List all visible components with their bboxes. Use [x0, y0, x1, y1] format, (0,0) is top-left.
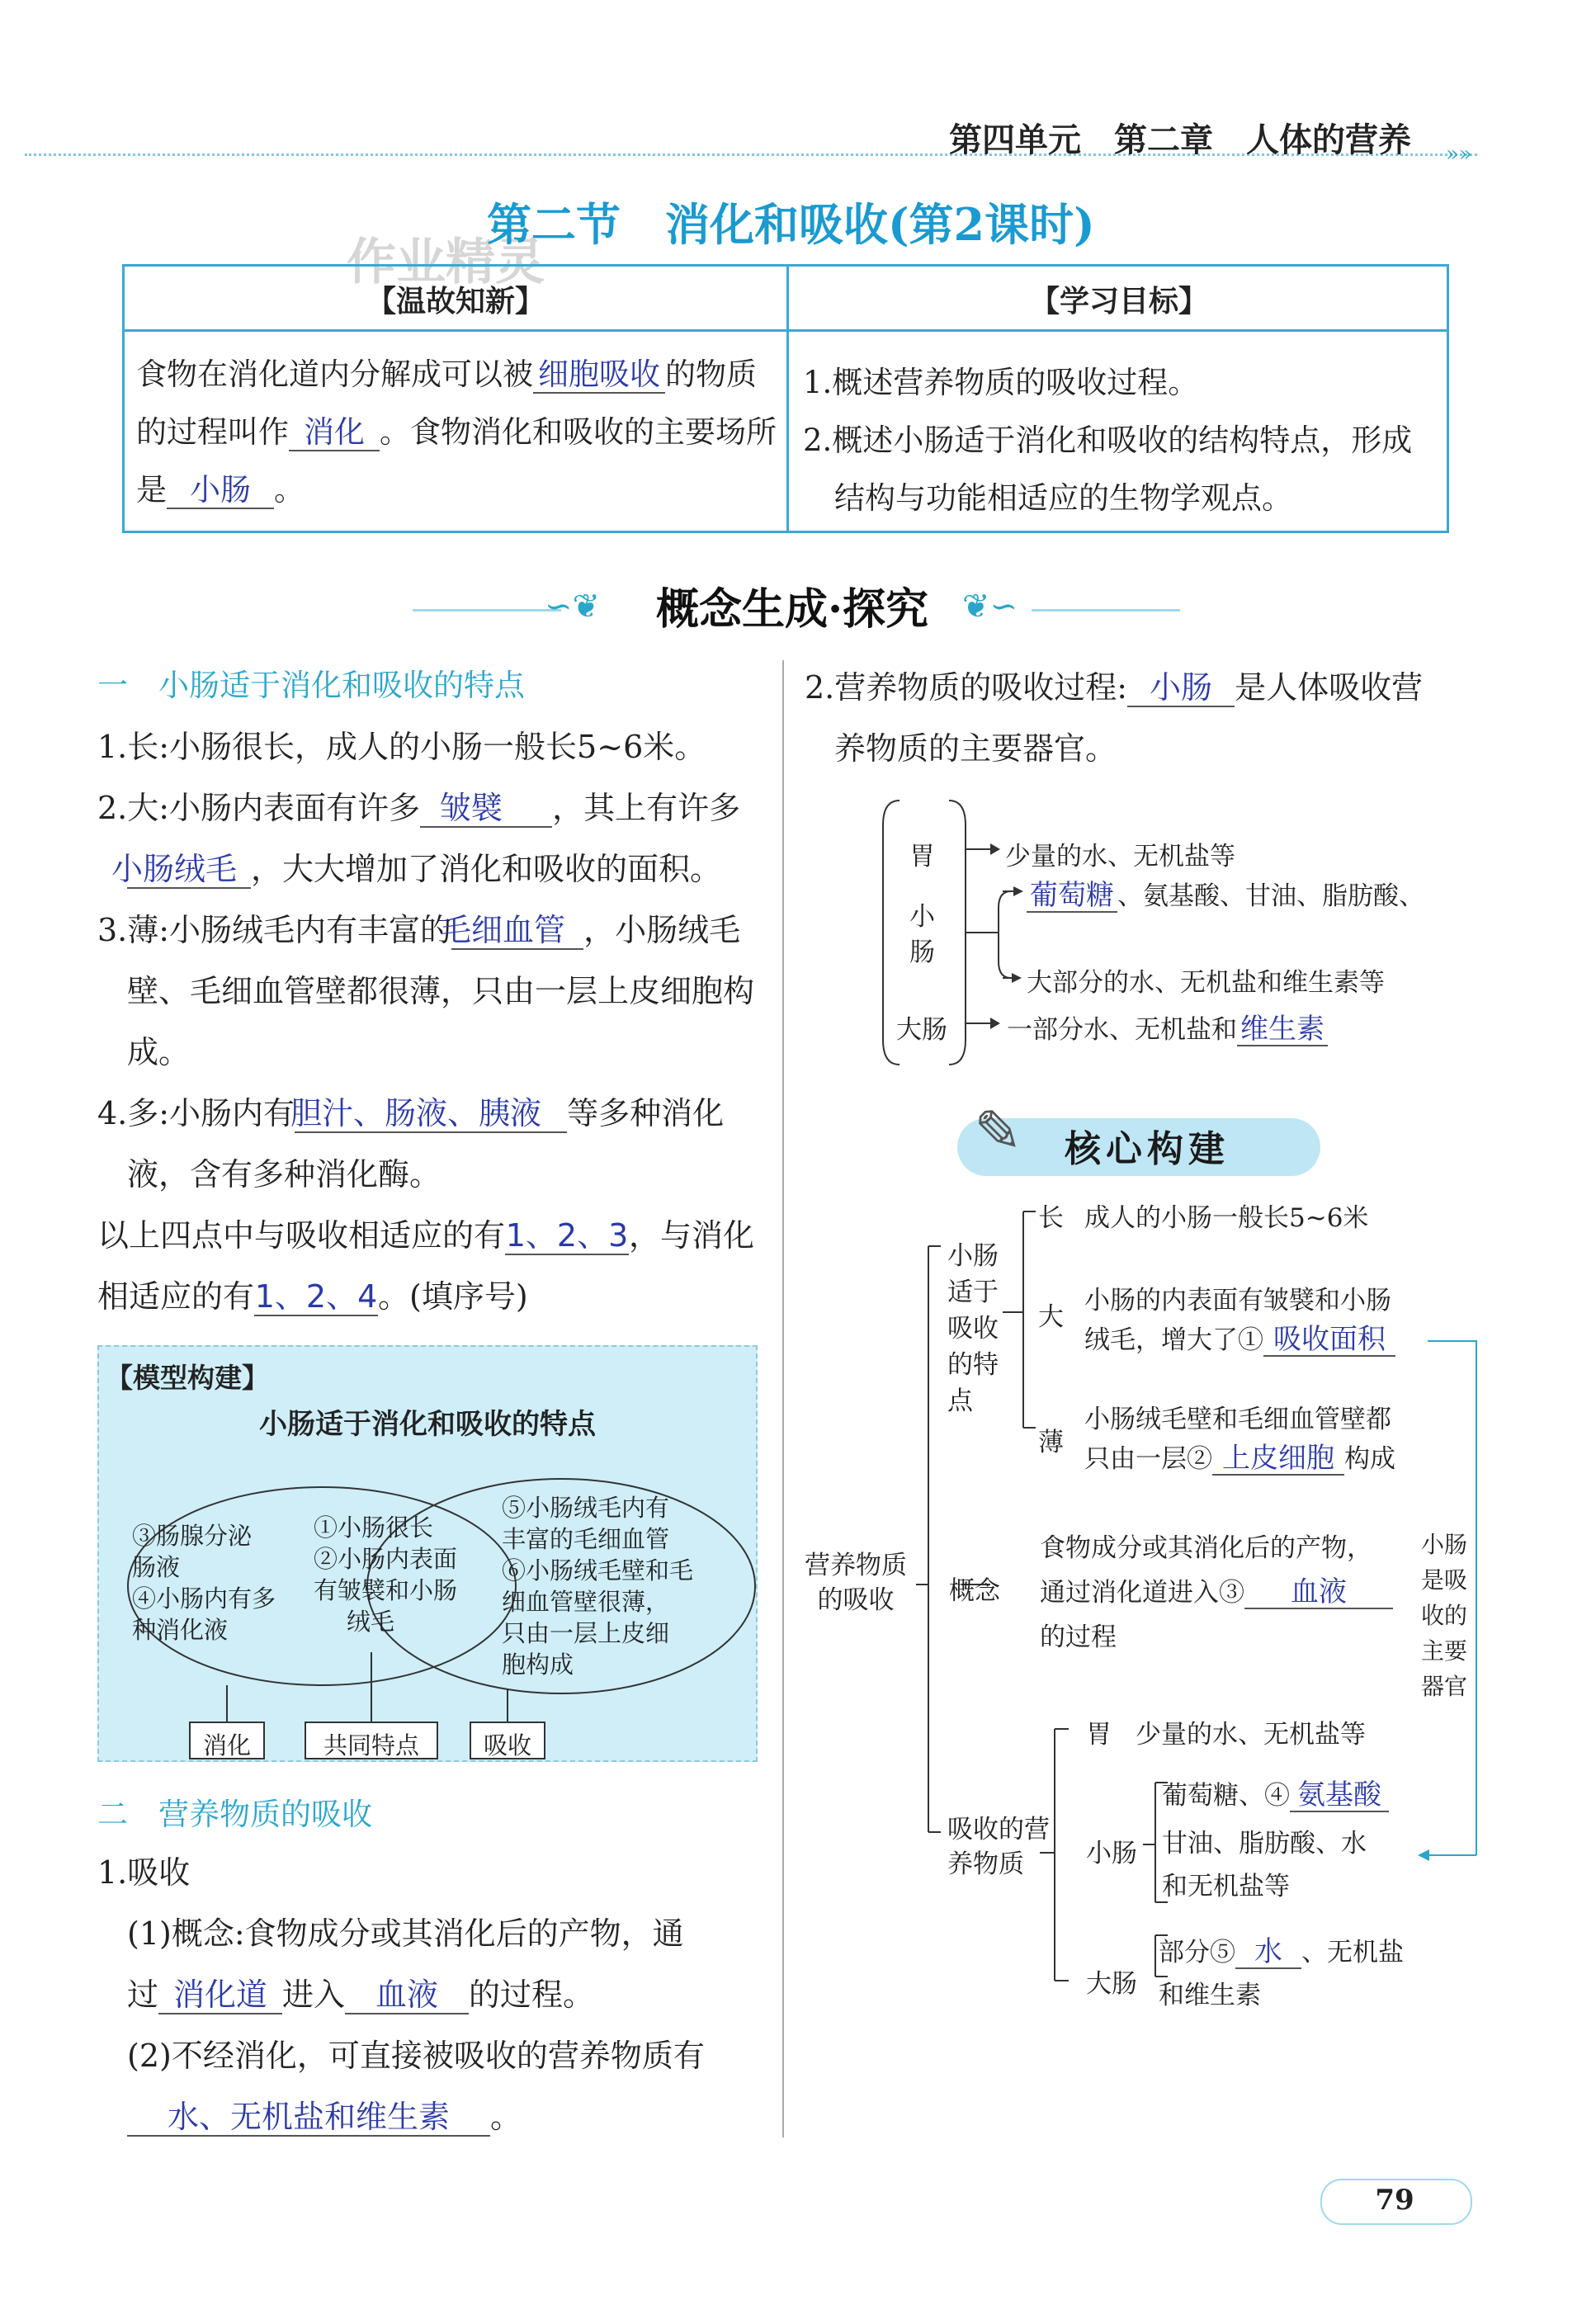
flow-li-text: 一部分水、无机盐和	[1007, 1015, 1237, 1045]
core-concept-text-2: 通过消化道进入③	[1040, 1578, 1244, 1608]
venn-left-line: ③肠腺分泌	[132, 1522, 253, 1550]
lesson-title: 第二节 消化和吸收(第2课时)	[487, 198, 1095, 251]
venn-right-line: ⑤小肠绒毛内有	[502, 1494, 670, 1522]
core-thin-text-3: 构成	[1344, 1444, 1395, 1474]
question-text-1: 以上四点中与吸收相适应的有	[97, 1217, 506, 1254]
item-big-text-2: ，其上有许多	[552, 790, 741, 826]
core-long: 长	[1038, 1203, 1064, 1233]
banner-ornament-right-icon: ❦∽	[962, 588, 1018, 626]
core-side-line: 器官	[1421, 1673, 1468, 1700]
process-text-2: 是人体吸收营	[1235, 669, 1424, 706]
venn-left-text	[132, 1520, 276, 1646]
section1-body	[97, 716, 766, 1327]
section2-body	[97, 1842, 766, 2147]
watermark-logo: 作业精灵	[347, 234, 545, 291]
flow-li-line	[1007, 1008, 1328, 1046]
answer-blood: 血液	[345, 1978, 469, 2014]
review-heading: 【温故知新】	[366, 285, 545, 319]
item-long: 1.长:小肠很长，成人的小肠一般长5~6米。	[97, 729, 706, 765]
review-text-1: 食物在消化道内分解成可以被	[136, 357, 533, 392]
venn-middle-line: 绒毛	[347, 1608, 395, 1636]
concept-text-1: 过	[127, 1977, 159, 2013]
answer-cell-absorb: 细胞吸收	[533, 358, 665, 394]
answer-digestion-items: 1、2、4	[254, 1278, 378, 1315]
item-big-text-1: 2.大:小肠内表面有许多	[97, 790, 421, 826]
box-digestion: 消化	[202, 1731, 251, 1759]
item-big-text-3: ，大大增加了消化和吸收的面积。	[251, 851, 722, 887]
core-feat-line: 小肠	[947, 1241, 999, 1271]
item-big	[97, 777, 766, 900]
core-stomach-text: 少量的水、无机盐等	[1136, 1720, 1366, 1750]
flow-si-text-1: 、氨基酸、甘油、脂肪酸、	[1117, 881, 1424, 911]
answer-capillaries: 毛细血管	[451, 914, 583, 950]
process-text-1: 2.营养物质的吸收过程:	[805, 669, 1128, 706]
answer-amino-acids: 氨基酸	[1290, 1780, 1389, 1812]
core-stomach: 胃	[1086, 1720, 1112, 1750]
review-text-4: 。	[274, 472, 305, 508]
section1-heading: 一 小肠适于消化和吸收的特点	[97, 668, 525, 703]
core-long-text: 成人的小肠一般长5~6米	[1084, 1203, 1369, 1233]
flow-stomach: 胃	[909, 842, 935, 871]
venn-right-line: ⑥小肠绒毛壁和毛	[502, 1556, 694, 1585]
core-li-line1	[1159, 1931, 1404, 1969]
core-root	[802, 1548, 909, 1618]
venn-left-line: ④小肠内有多	[132, 1585, 276, 1613]
venn-right-line: 胞构成	[502, 1651, 574, 1679]
core-root-line: 营养物质	[805, 1551, 907, 1580]
direct-text-end: 。	[490, 2099, 522, 2135]
core-thin: 薄	[1038, 1428, 1064, 1457]
review-text-3: 。食物消化和吸收的主要场所是	[136, 414, 777, 508]
goal-2: 2.概述小肠适于消化和吸收的结构特点，形成结构与功能相适应的生物学观点。	[803, 423, 1413, 516]
core-title: 核心构建	[1065, 1128, 1230, 1170]
core-si-text-2: 甘油、脂肪酸、水	[1162, 1829, 1367, 1859]
item-many	[97, 1083, 766, 1205]
review-text-2: 的物质的过程叫作	[136, 357, 757, 450]
answer-digestive-juices: 胆汁、肠液、胰液	[295, 1097, 567, 1133]
core-li-text-3: 和维生素	[1159, 1981, 1261, 2010]
box-common: 共同特点	[323, 1731, 419, 1759]
core-root-line: 的吸收	[817, 1585, 895, 1615]
core-si-text-3: 和无机盐等	[1162, 1872, 1290, 1901]
venn-middle-line: ①小肠很长	[314, 1514, 434, 1542]
core-side-note	[1421, 1527, 1467, 1704]
banner-line-right	[1032, 609, 1180, 612]
venn-middle-line: ②小肠内表面	[314, 1545, 458, 1573]
question-text-3: 。(填序号)	[378, 1278, 528, 1315]
answer-small-intestine: 小肠	[167, 474, 274, 509]
process-line2: 养物质的主要器官。	[834, 730, 1117, 767]
model-label: 【模型构建】	[106, 1362, 269, 1394]
answer-folds: 皱襞	[420, 791, 552, 828]
answer-water: 水	[1235, 1937, 1301, 1969]
concept-text-3: 的过程。	[469, 1977, 595, 2013]
core-concept-text-1: 食物成分或其消化后的产物，	[1040, 1533, 1372, 1563]
answer-vitamins: 维生素	[1237, 1014, 1328, 1046]
absorption-process	[805, 657, 1481, 779]
core-big-text-2: 绒毛，增大了①	[1084, 1325, 1263, 1355]
core-large-intestine: 大肠	[1086, 1969, 1137, 1999]
item-many-text-2: 等多种消化液，含有多种消化酶。	[127, 1095, 725, 1193]
venn-right-line: 只由一层上皮细	[502, 1619, 670, 1647]
flow-large-intestine: 大肠	[896, 1015, 947, 1045]
core-concept: 概念	[949, 1576, 1000, 1606]
core-feat-line: 点	[947, 1386, 973, 1416]
core-thin-text-2: 只由一层②	[1084, 1444, 1212, 1474]
question-text-2: ，与消化相适应的有	[97, 1217, 755, 1315]
answer-glucose: 葡萄糖	[1027, 881, 1117, 913]
answer-water-salts-vitamins: 水、无机盐和维生素	[127, 2100, 490, 2137]
review-goals-table	[122, 264, 1449, 533]
flow-si-line1	[1027, 875, 1424, 913]
section2-heading: 二 营养物质的吸收	[97, 1797, 372, 1832]
core-concept-text-3: 的过程	[1040, 1622, 1117, 1652]
core-side-line: 主要	[1421, 1637, 1468, 1665]
flow-small-intestine-2: 肠	[909, 938, 935, 967]
absorb-concept-line2	[97, 1964, 766, 2025]
page-number: 79	[1375, 2184, 1414, 2217]
answer-blood-core: 血液	[1244, 1577, 1393, 1609]
process-line1	[805, 657, 1481, 718]
core-si-line1	[1162, 1774, 1389, 1812]
box-absorption: 吸收	[483, 1731, 531, 1759]
item-thin-text-2: ，小肠绒毛壁、毛细血管壁都很薄，只由一层上皮细胞构成。	[127, 912, 755, 1070]
core-small-intestine: 小肠	[1086, 1839, 1137, 1868]
item-many-text-1: 4.多:小肠内有	[97, 1095, 295, 1131]
core-concept-line2	[1040, 1571, 1393, 1609]
venn-middle-text	[314, 1512, 457, 1637]
header-chevron-icon: »»	[1446, 142, 1472, 167]
core-big-text-1: 小肠的内表面有皱襞和小肠	[1084, 1286, 1391, 1315]
core-thin-line2	[1084, 1438, 1395, 1476]
flow-stomach-text: 少量的水、无机盐等	[1005, 842, 1235, 871]
absorb-title: 1.吸收	[97, 1854, 191, 1891]
core-side-line: 收的	[1421, 1602, 1468, 1629]
answer-absorption-area: 吸收面积	[1263, 1325, 1395, 1357]
answer-villi: 小肠绒毛	[127, 853, 251, 889]
venn-left-line: 肠液	[132, 1553, 181, 1581]
core-big-line2	[1084, 1319, 1395, 1357]
answer-digestive-tract: 消化道	[158, 1978, 282, 2014]
answer-epithelial-cells: 上皮细胞	[1212, 1443, 1344, 1476]
core-li-text-1: 部分⑤	[1159, 1938, 1235, 1967]
core-features	[947, 1238, 999, 1419]
core-thin-text-1: 小肠绒毛壁和毛细血管壁都	[1084, 1405, 1391, 1434]
question-fill	[97, 1205, 766, 1327]
goals-heading: 【学习目标】	[1029, 285, 1208, 319]
core-side-line: 小肠	[1421, 1531, 1468, 1558]
core-nutrients	[947, 1812, 1050, 1882]
item-thin	[97, 900, 766, 1083]
core-feat-line: 吸收	[947, 1314, 999, 1344]
core-side-line: 是吸	[1421, 1566, 1468, 1594]
review-paragraph	[136, 346, 780, 519]
absorb-concept-line1: (1)概念:食物成分或其消化后的产物，通	[127, 1915, 684, 1952]
model-title: 小肠适于消化和吸收的特点	[259, 1408, 596, 1441]
pen-notebook-icon: ✎	[974, 1098, 1022, 1165]
model-box	[97, 1345, 758, 1762]
goal-1: 1.概述营养物质的吸收过程。	[803, 365, 1199, 400]
banner-ornament-left-icon: ∽❦	[545, 588, 601, 626]
answer-absorption-items: 1、2、3	[505, 1217, 629, 1254]
direct-absorb-line1: (2)不经消化，可直接被吸收的营养物质有	[127, 2038, 705, 2074]
answer-main-organ: 小肠	[1127, 671, 1235, 707]
flow-small-intestine-1: 小	[909, 902, 935, 932]
column-divider	[782, 660, 784, 2137]
core-big: 大	[1038, 1302, 1064, 1332]
core-feat-line: 的特	[947, 1350, 999, 1380]
concept-text-2: 进入	[282, 1977, 346, 2013]
venn-left-line: 种消化液	[132, 1616, 229, 1644]
core-nut-line: 吸收的营	[947, 1815, 1050, 1844]
core-feat-line: 适于	[947, 1278, 999, 1307]
core-li-text-2: 、无机盐	[1301, 1938, 1404, 1967]
venn-middle-line: 有皱襞和小肠	[314, 1576, 458, 1604]
answer-digestion: 消化	[289, 416, 380, 451]
direct-absorb-line2	[97, 2086, 766, 2147]
venn-right-line: 丰富的毛细血管	[502, 1525, 670, 1553]
running-title: 第四单元 第二章 人体的营养	[949, 121, 1411, 159]
item-thin-text-1: 3.薄:小肠绒毛内有丰富的	[97, 912, 452, 948]
banner-line-left	[413, 609, 561, 612]
core-si-text-1: 葡萄糖、④	[1162, 1781, 1290, 1811]
venn-right-line: 细血管壁很薄，	[502, 1588, 670, 1616]
core-nut-line: 养物质	[947, 1849, 1024, 1879]
banner-title: 概念生成·探究	[655, 584, 929, 635]
venn-right-text	[502, 1492, 693, 1680]
flow-si-text-2: 大部分的水、无机盐和维生素等	[1027, 968, 1385, 998]
